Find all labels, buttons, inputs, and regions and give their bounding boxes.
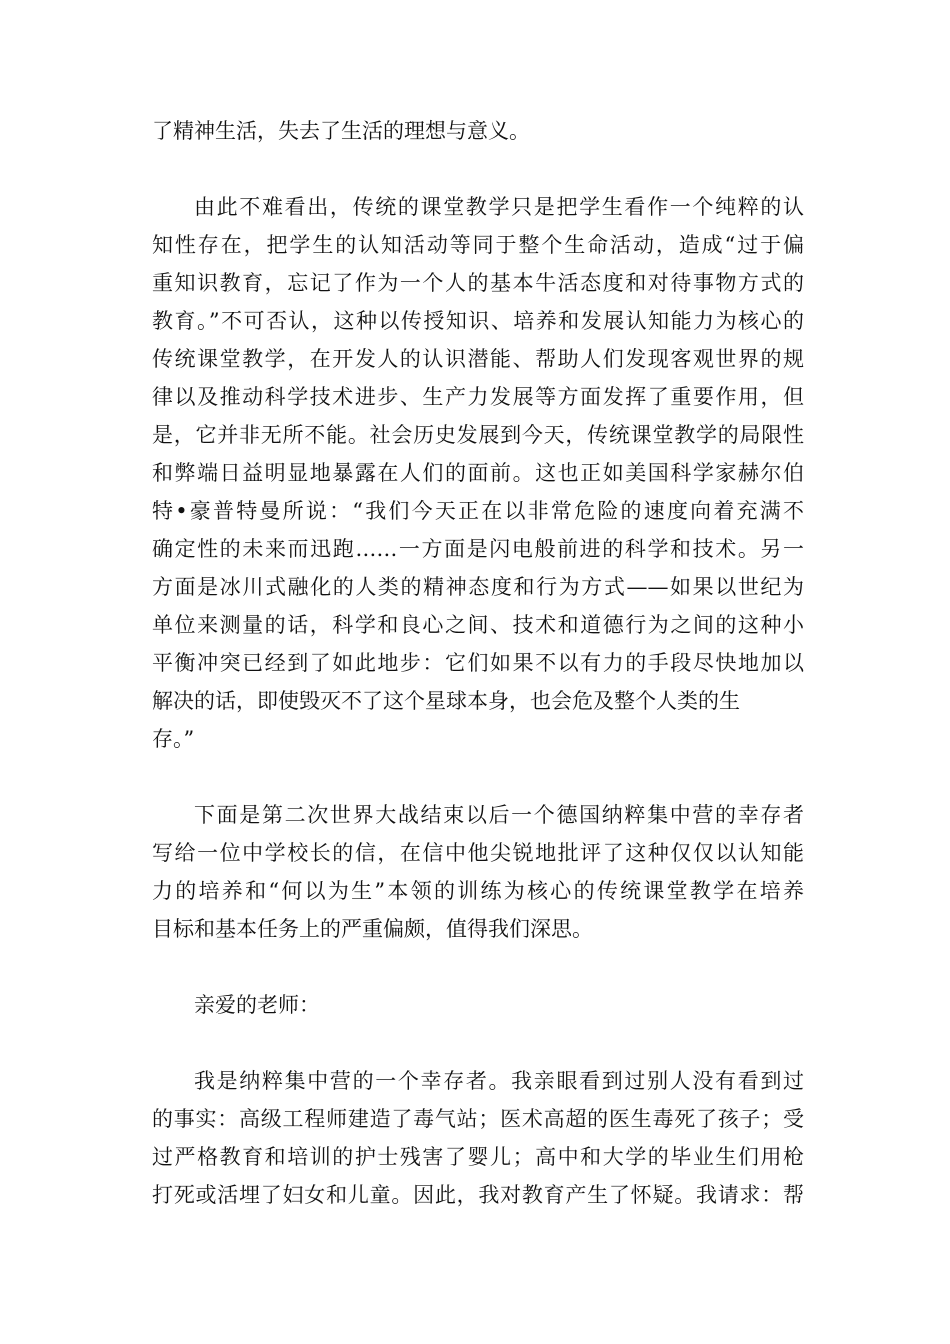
letter-salutation: 亲爱的老师： — [194, 993, 320, 1017]
text-line: 写给一位中学校长的信，在信中他尖锐地批评了这种仅仅以认知能 — [152, 841, 804, 865]
paragraph-gap — [152, 948, 804, 986]
text-line: 教育。”不可否认，这种以传授知识、培养和发展认知能力为核心的 — [152, 309, 804, 333]
text-line: 传统课堂教学，在开发人的认识潜能、帮助人们发现客观世界的规 — [152, 347, 804, 371]
document-page — [152, 112, 804, 1214]
text-line: 力的培养和“何以为生”本领的训练为核心的传统课堂教学在培养 — [152, 879, 804, 903]
text-line: 知性存在，把学生的认知活动等同于整个生命活动，造成“过于偏 — [152, 233, 804, 257]
text-line: 单位来测量的话，科学和良心之间、技术和道德行为之间的这种小 — [152, 613, 804, 637]
text-line: 过严格教育和培训的护士残害了婴儿；高中和大学的毕业生们用枪 — [152, 1145, 804, 1169]
text-line: 方面是冰川式融化的人类的精神态度和行为方式——如果以世纪为 — [152, 575, 804, 599]
paragraph-gap — [152, 150, 804, 188]
text-line: 我是纳粹集中营的一个幸存者。我亲眼看到过别人没有看到过 — [194, 1069, 804, 1093]
text-line: 下面是第二次世界大战结束以后一个德国纳粹集中营的幸存者 — [194, 803, 804, 827]
paragraph-gap — [152, 758, 804, 796]
text-line: 平衡冲突已经到了如此地步：它们如果不以有力的手段尽快地加以 — [152, 651, 804, 675]
text-line: 重知识教育，忘记了作为一个人的基本牛活态度和对待事物方式的 — [152, 271, 804, 295]
text-line: 确定性的未来而迅跑……一方面是闪电般前进的科学和技术。另一 — [152, 537, 804, 561]
text-line: 的事实：高级工程师建造了毒气站；医术高超的医生毒死了孩子；受 — [152, 1107, 804, 1131]
paragraph-gap — [152, 1024, 804, 1062]
text-line: 目标和基本任务上的严重偏颇，值得我们深思。 — [152, 917, 593, 941]
text-line: 由此不难看出，传统的课堂教学只是把学生看作一个纯粹的认 — [194, 195, 804, 219]
text-line: 和弊端日益明显地暴露在人们的面前。这也正如美国科学家赫尔伯 — [152, 461, 804, 485]
text-line: 解决的话，即使毁灭不了这个星球本身，也会危及整个人类的生 — [152, 689, 740, 713]
text-line: 律以及推动科学技术进步、生产力发展等方面发挥了重要作用，但 — [152, 385, 804, 409]
text-line: 是，它并非无所不能。社会历史发展到今天，传统课堂教学的局限性 — [152, 423, 804, 447]
text-line: 特•豪普特曼所说：“我们今天正在以非常危险的速度向着充满不 — [152, 499, 804, 523]
text-line: 打死或活埋了妇女和儿童。因此，我对教育产生了怀疑。我请求：帮 — [152, 1183, 804, 1207]
text-line: 了精神生活，失去了生活的理想与意义。 — [152, 119, 530, 143]
text-line: 存。” — [152, 727, 195, 751]
